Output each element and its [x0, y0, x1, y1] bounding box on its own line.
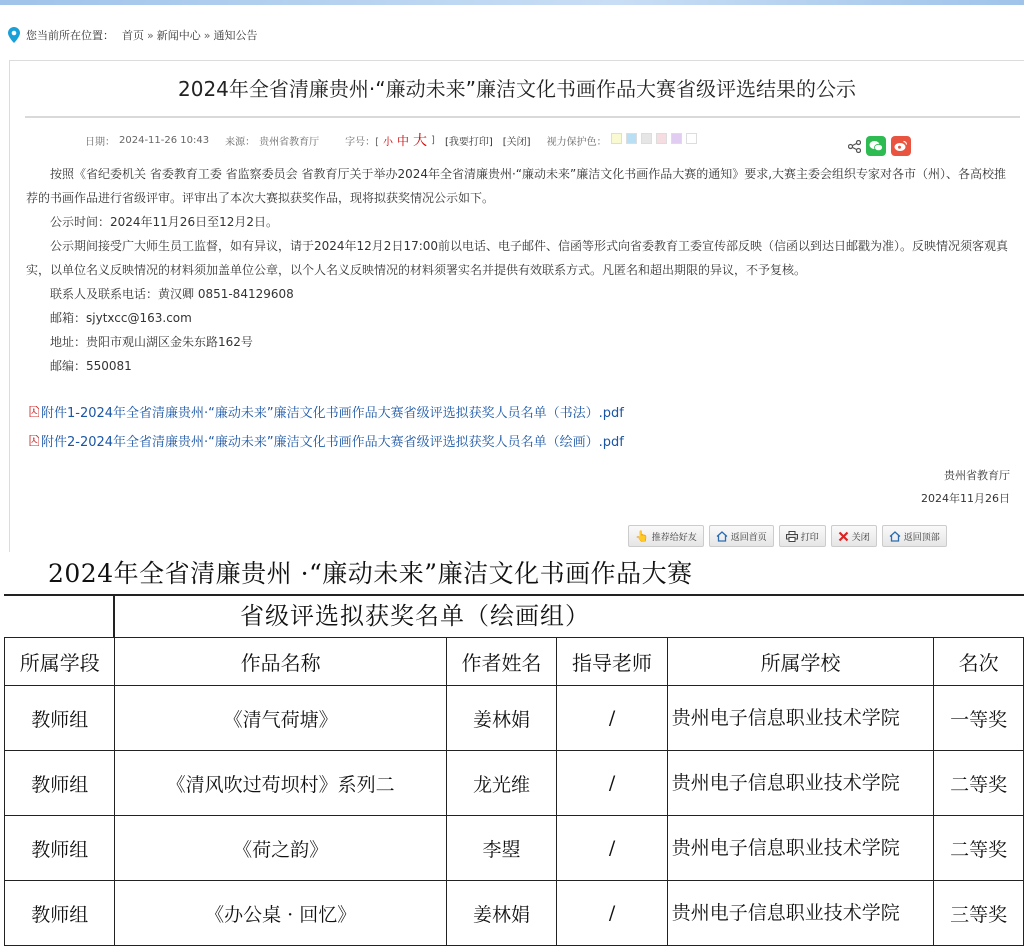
fontsize-large-button[interactable]: 大 [413, 133, 428, 149]
print-label: 打印 [800, 532, 819, 543]
breadcrumb-separator: » [147, 28, 154, 42]
award-table [4, 637, 1024, 946]
printer-icon [786, 531, 798, 542]
cell-advisor: / [557, 816, 667, 881]
cell-author: 李曌 [446, 816, 556, 881]
attachment-1-label[interactable]: 附件1-2024年全省清廉贵州·“廉动未来”廉洁文化书画作品大赛省级评选拟获奖人员名单（书法）.pdf [41, 406, 624, 421]
address-line: 地址：贵阳市观山湖区金朱东路162号 [50, 335, 253, 349]
fontsize-small-button[interactable]: 小 [383, 136, 394, 148]
signature-date: 2024年11月26日 [921, 492, 1010, 505]
breadcrumb-home-link[interactable]: 首页 [122, 29, 144, 42]
attachment-link-painting[interactable] [29, 431, 624, 450]
pdf-icon [29, 435, 39, 446]
cell-group: 教师组 [5, 816, 115, 881]
home-label: 返回首页 [730, 532, 767, 543]
fontsize-bracket-close: ] [431, 134, 435, 146]
cell-work: 《清风吹过苟坝村》系列二 [115, 751, 446, 816]
article-meta [85, 130, 705, 150]
body-paragraph: 公示期间接受广大师生员工监督，如有异议，请于2024年12月2日17:00前以电话、电子邮件、信函等形式向省委教育工委宣传部反映（信函以到达日邮戳为准）。反映情况须客观真实，以单位名义反映情况的材料须加盖单位公章，以个人名义反映情况的材料须署实名并提供有效联系方式。凡匿名和超出期限的异议，不予复核。 [26, 239, 1009, 277]
table-row [5, 686, 1024, 751]
table-row [5, 816, 1024, 881]
eye-care-swatch[interactable] [641, 133, 652, 144]
cell-advisor: / [557, 881, 667, 946]
cell-work: 《荷之韵》 [115, 816, 446, 881]
attachment-link-calligraphy[interactable] [29, 402, 624, 421]
cell-work: 《清气荷塘》 [115, 686, 446, 751]
cell-author: 姜林娟 [446, 881, 556, 946]
home-button[interactable] [709, 525, 774, 547]
header-cell: 作者姓名 [446, 638, 556, 686]
award-list-image [0, 552, 1024, 951]
location-pin-icon [8, 27, 20, 43]
cell-school: 贵州电子信息职业技术学院 [667, 816, 934, 881]
thumb-icon: 👆 [635, 529, 649, 543]
recommend-button[interactable] [628, 525, 704, 547]
close-label: 关闭 [851, 532, 870, 543]
cell-rank: 二等奖 [934, 751, 1024, 816]
back-to-top-label: 返回顶部 [903, 532, 940, 543]
weibo-share-icon[interactable] [891, 136, 911, 156]
top-banner-strip [0, 0, 1024, 5]
pdf-icon [29, 406, 39, 417]
close-link[interactable]: [关闭] [502, 136, 531, 148]
attachment-2-label[interactable]: 附件2-2024年全省清廉贵州·“廉动未来”廉洁文化书画作品大赛省级评选拟获奖人员名单（绘画）.pdf [41, 435, 624, 450]
source-label: 来源： [225, 136, 256, 148]
fontsize-medium-button[interactable]: 中 [397, 133, 410, 148]
body-paragraph: 公示时间：2024年11月26日至12月2日。 [50, 215, 278, 229]
article-panel [9, 60, 1024, 553]
wechat-share-icon[interactable] [866, 136, 886, 156]
cell-group: 教师组 [5, 751, 115, 816]
share-bar [848, 136, 911, 156]
award-list-title: 2024年全省清廉贵州 ·“廉动未来”廉洁文化书画作品大赛 [48, 559, 693, 588]
fontsize-label: 字号：[ [345, 136, 380, 148]
eye-care-swatch[interactable] [671, 133, 682, 144]
cell-rank: 一等奖 [934, 686, 1024, 751]
cell-school: 贵州电子信息职业技术学院 [667, 881, 934, 946]
cell-author: 龙光维 [446, 751, 556, 816]
eye-care-swatch[interactable] [626, 133, 637, 144]
cell-group: 教师组 [5, 686, 115, 751]
print-button[interactable] [779, 525, 826, 547]
share-icon[interactable] [848, 140, 861, 153]
body-paragraph: 按照《省纪委机关 省委教育工委 省监察委员会 省教育厅关于举办2024年全省清廉贵州·“廉动未来”廉洁文化书画作品大赛的通知》要求,大赛主委会组织专家对各市（州）、各高校推荐的书画作品进行省级评审。评审出了本次大赛拟获奖作品，现将拟获奖情况公示如下。 [26, 167, 1007, 205]
cell-school: 贵州电子信息职业技术学院 [667, 751, 934, 816]
cell-rank: 三等奖 [934, 881, 1024, 946]
close-button[interactable] [831, 525, 877, 547]
article-title: 2024年全省清廉贵州·“廉动未来”廉洁文化书画作品大赛省级评选结果的公示 [178, 77, 856, 101]
breadcrumb-separator: » [203, 28, 211, 42]
eye-care-label: 视力保护色： [546, 136, 607, 148]
header-cell: 所属学校 [667, 638, 934, 686]
date-label: 日期： [85, 136, 115, 148]
cell-group: 教师组 [5, 881, 115, 946]
table-divider [113, 594, 115, 638]
breadcrumb [8, 27, 257, 43]
article-toolbar [628, 525, 947, 547]
table-header-row [5, 638, 1024, 686]
contact-line: 联系人及联系电话：黄汉卿 0851-84129608 [50, 287, 294, 301]
table-row [5, 881, 1024, 946]
eye-care-swatch[interactable] [656, 133, 667, 144]
header-cell: 名次 [934, 638, 1024, 686]
signature-org: 贵州省教育厅 [944, 469, 1010, 482]
eye-care-swatch[interactable] [611, 133, 622, 144]
breadcrumb-prefix: 您当前所在位置： [26, 29, 114, 42]
close-icon [838, 531, 849, 542]
home-icon [716, 531, 728, 542]
email-line: 邮箱：sjytxcc@163.com [50, 311, 192, 325]
article-body [26, 162, 1016, 378]
header-cell: 作品名称 [115, 638, 446, 686]
breadcrumb-news-link[interactable]: 新闻中心 [156, 29, 201, 42]
breadcrumb-notices-link[interactable]: 通知公告 [213, 29, 258, 42]
back-to-top-button[interactable] [882, 525, 947, 547]
print-link[interactable]: [我要打印] [444, 136, 493, 148]
table-row [5, 751, 1024, 816]
header-cell: 指导老师 [557, 638, 667, 686]
header-cell: 所属学段 [5, 638, 115, 686]
cell-school: 贵州电子信息职业技术学院 [667, 686, 934, 751]
recommend-label: 推荐给好友 [651, 532, 697, 543]
award-list-subtitle: 省级评选拟获奖名单（绘画组） [240, 602, 590, 630]
cell-advisor: / [557, 751, 667, 816]
postcode-line: 邮编：550081 [50, 359, 132, 373]
home-up-icon [889, 531, 901, 542]
cell-work: 《办公桌 · 回忆》 [115, 881, 446, 946]
eye-care-swatch[interactable] [686, 133, 697, 144]
eye-care-swatches [611, 133, 701, 147]
cell-author: 姜林娟 [446, 686, 556, 751]
cell-advisor: / [557, 686, 667, 751]
cell-rank: 二等奖 [934, 816, 1024, 881]
publish-date: 2024-11-26 10:43 [119, 134, 210, 146]
title-divider [25, 116, 1020, 118]
source-name: 贵州省教育厅 [259, 136, 320, 148]
